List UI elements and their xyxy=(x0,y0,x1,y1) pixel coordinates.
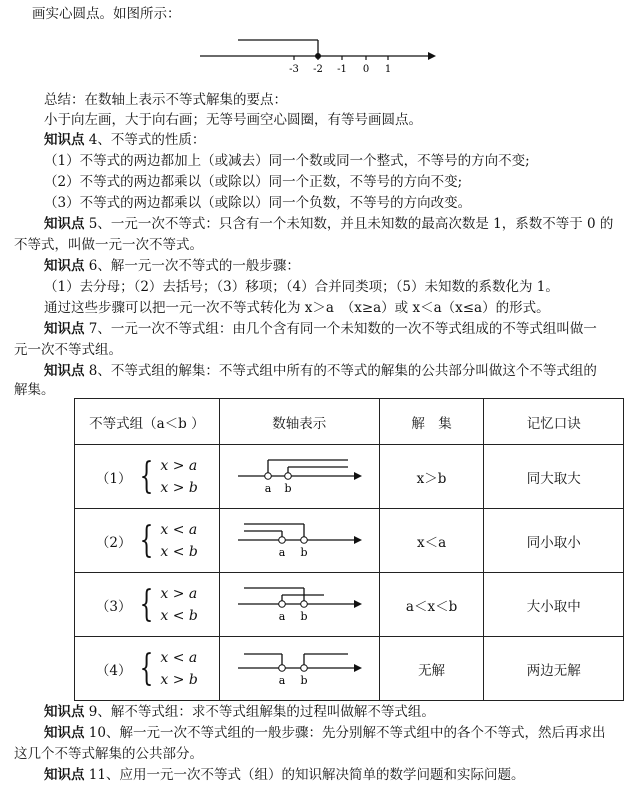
inequality: x < a xyxy=(160,649,198,666)
kp-text: 10、解一元一次不等式组的一般步骤：先分别解不等式组中的各个不等式，然后再求出 xyxy=(84,725,606,741)
number-line-diagram xyxy=(224,448,374,502)
kp-label: 知识点 xyxy=(44,363,85,379)
top-number-line xyxy=(190,36,440,76)
table-header-row xyxy=(75,399,624,445)
solution-cell: a＜x＜b xyxy=(379,573,484,637)
kp-text: 7、一元一次不等式组：由几个含有同一个未知数的一次不等式组成的不等式组叫做一 xyxy=(84,321,597,337)
inequality: x > b xyxy=(160,671,198,688)
mnemonic-cell: 同大取大 xyxy=(484,445,624,509)
inequality: x > a xyxy=(160,585,198,602)
number-line-cell xyxy=(219,637,379,701)
system-cell xyxy=(75,637,220,701)
header-cell: 不等式组（a＜b ） xyxy=(75,399,220,445)
system-cell xyxy=(75,509,220,573)
property-1: （1）不等式的两边都加上（或减去）同一个数或同一个整式，不等号的方向不变; xyxy=(44,153,530,169)
summary-text: 小于向左画，大于向右画；无等号画空心圆圈，有等号画圆点。 xyxy=(44,112,422,128)
brace-icon: { xyxy=(140,647,154,689)
number-line-cell xyxy=(219,445,379,509)
property-3: （3）不等式的两边都乘以（或除以）同一个负数，不等号的方向改变。 xyxy=(44,195,472,211)
row-number: （3） xyxy=(95,598,132,615)
header-cell: 解 集 xyxy=(379,399,484,445)
inequality: x > b xyxy=(160,479,198,496)
tick-label: 0 xyxy=(362,64,370,75)
inequality-system-table xyxy=(74,398,624,701)
brace-icon: { xyxy=(140,519,154,561)
point-label-a: a xyxy=(278,673,286,687)
summary-title: 总结：在数轴上表示不等式解集的要点： xyxy=(44,92,287,108)
inequality: x > a xyxy=(160,457,198,474)
number-line-diagram xyxy=(224,512,374,566)
point-label-a: a xyxy=(278,609,286,623)
row-number: （2） xyxy=(95,534,132,551)
kp7-line2: 元一次不等式组。 xyxy=(14,342,122,358)
knowledge-point-6 xyxy=(44,256,300,276)
knowledge-point-7 xyxy=(44,319,597,339)
knowledge-point-4 xyxy=(44,130,205,150)
kp-label: 知识点 xyxy=(44,132,85,148)
kp6-note: 通过这些步骤可以把一元一次不等式转化为 x＞a （x≥a）或 x＜a（x≤a）的形式。 xyxy=(44,300,550,316)
row-number: （4） xyxy=(95,662,132,679)
kp-label: 知识点 xyxy=(44,216,85,232)
point-label-a: a xyxy=(264,481,272,495)
number-line-diagram xyxy=(224,640,374,694)
kp-text: 11、应用一元一次不等式（组）的知识解决简单的数学问题和实际问题。 xyxy=(84,767,525,783)
brace-icon: { xyxy=(140,455,154,497)
kp5-line2: 不等式，叫做一元一次不等式。 xyxy=(14,237,203,253)
mnemonic-cell: 大小取中 xyxy=(484,573,624,637)
inequality: x < b xyxy=(160,543,198,560)
mnemonic-cell: 同小取小 xyxy=(484,509,624,573)
number-line-diagram xyxy=(224,576,374,630)
kp-label: 知识点 xyxy=(44,704,85,720)
knowledge-point-11 xyxy=(44,765,524,785)
system-cell xyxy=(75,573,220,637)
tick-label: -3 xyxy=(289,64,299,75)
kp10-line2: 这几个不等式解集的公共部分。 xyxy=(14,746,203,762)
kp8-line2: 解集。 xyxy=(14,382,55,398)
solution-cell: x＞b xyxy=(379,445,484,509)
tick-label: 1 xyxy=(384,64,392,75)
system-cell xyxy=(75,445,220,509)
solution-cell: x＜a xyxy=(379,509,484,573)
row-number: （1） xyxy=(95,470,132,487)
kp-text: 4、不等式的性质： xyxy=(84,132,206,148)
header-cell: 数轴表示 xyxy=(219,399,379,445)
kp-text: 6、解一元一次不等式的一般步骤： xyxy=(84,258,300,274)
table-row xyxy=(75,637,624,701)
point-label-b: b xyxy=(300,609,308,623)
tick-label: -2 xyxy=(313,64,323,75)
table-row xyxy=(75,573,624,637)
knowledge-point-5 xyxy=(44,214,613,234)
point-label-a: a xyxy=(278,545,286,559)
table-row xyxy=(75,509,624,573)
brace-icon: { xyxy=(140,583,154,625)
kp-label: 知识点 xyxy=(44,321,85,337)
knowledge-point-8 xyxy=(44,361,597,381)
kp-label: 知识点 xyxy=(44,767,85,783)
kp-text: 5、一元一次不等式：只含有一个未知数，并且未知数的最高次数是 1，系数不等于 0 的 xyxy=(84,216,614,232)
knowledge-point-9 xyxy=(44,702,435,722)
kp-label: 知识点 xyxy=(44,725,85,741)
kp-label: 知识点 xyxy=(44,258,85,274)
inequality: x < a xyxy=(160,521,198,538)
knowledge-point-10 xyxy=(44,723,605,743)
number-line-cell xyxy=(219,573,379,637)
kp6-steps: （1）去分母；（2）去括号；（3）移项；（4）合并同类项；（5）未知数的系数化为 1。 xyxy=(44,279,559,295)
header-cell: 记忆口诀 xyxy=(484,399,624,445)
point-label-b: b xyxy=(300,545,308,559)
number-line-cell xyxy=(219,509,379,573)
intro-line: 画实心圆点。如图所示： xyxy=(32,6,181,22)
inequality: x < b xyxy=(160,607,198,624)
point-label-b: b xyxy=(284,481,292,495)
table-row xyxy=(75,445,624,509)
property-2: （2）不等式的两边都乘以（或除以）同一个正数，不等号的方向不变; xyxy=(44,174,463,190)
solution-cell: 无解 xyxy=(379,637,484,701)
kp-text: 9、解不等式组：求不等式组解集的过程叫做解不等式组。 xyxy=(84,704,435,720)
point-label-b: b xyxy=(300,673,308,687)
mnemonic-cell: 两边无解 xyxy=(484,637,624,701)
tick-label: -1 xyxy=(337,64,347,75)
kp-text: 8、不等式组的解集：不等式组中所有的不等式的解集的公共部分叫做这个不等式组的 xyxy=(84,363,597,379)
